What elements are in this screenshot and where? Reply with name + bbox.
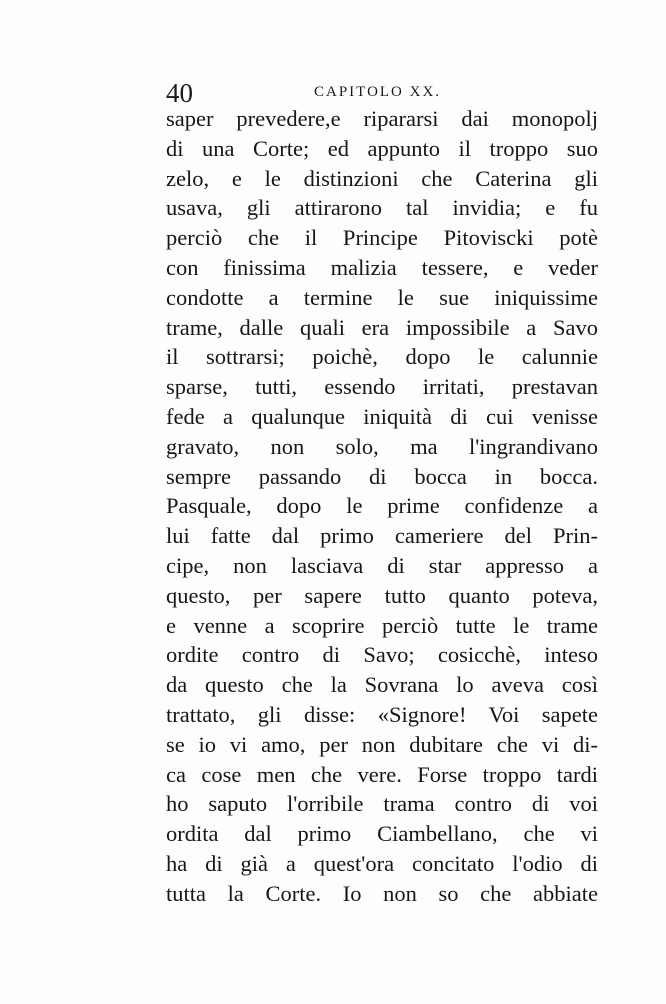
- text-line: lui fatte dal primo cameriere del Prin-: [166, 523, 598, 549]
- text-line: gravato, non solo, ma l'ingrandivano: [166, 433, 598, 459]
- text-line: se io vi amo, per non dubitare che vi di-: [166, 731, 598, 757]
- page-number: 40: [166, 78, 193, 108]
- text-line: sempre passando di bocca in bocca.: [166, 463, 598, 489]
- text-line: questo, per sapere tutto quanto poteva,: [166, 582, 598, 608]
- text-line: Pasquale, dopo le prime confidenze a: [166, 493, 598, 519]
- text-line: il sottrarsi; poichè, dopo le calunnie: [166, 344, 598, 370]
- text-line: cipe, non lasciava di star appresso a: [166, 552, 598, 578]
- text-line: con finissima malizia tessere, e veder: [166, 254, 598, 280]
- text-line: ordite contro di Savo; cosicchè, inteso: [166, 642, 598, 668]
- text-line: trattato, gli disse: «Signore! Voi sapete: [166, 701, 598, 727]
- text-line: ha di già a quest'ora concitato l'odio di: [166, 850, 598, 876]
- text-line: di una Corte; ed appunto il troppo suo: [166, 135, 598, 161]
- text-line: ho saputo l'orribile trama contro di voi: [166, 791, 598, 817]
- text-line: saper prevedere,e ripararsi dai monopolj: [166, 106, 598, 131]
- text-line: usava, gli attirarono tal invidia; e fu: [166, 195, 598, 221]
- running-head: CAPITOLO XX.: [314, 84, 442, 100]
- text-line: tutta la Corte. Io non so che abbiate: [166, 880, 598, 906]
- text-line: trame, dalle quali era impossibile a Savo: [166, 314, 598, 340]
- text-line: zelo, e le distinzioni che Caterina gli: [166, 165, 598, 191]
- text-line: sparse, tutti, essendo irritati, prestavan: [166, 374, 598, 400]
- body-text: [166, 104, 598, 909]
- text-line: ca cose men che vere. Forse troppo tardi: [166, 761, 598, 787]
- text-line: perciò che il Principe Pitoviscki potè: [166, 225, 598, 251]
- text-line: condotte a termine le sue iniquissime: [166, 284, 598, 310]
- text-line: fede a qualunque iniquità di cui venisse: [166, 403, 598, 429]
- text-line: e venne a scoprire perciò tutte le trame: [166, 612, 598, 638]
- text-line: ordita dal primo Ciambellano, che vi: [166, 821, 598, 847]
- text-line: da questo che la Sovrana lo aveva così: [166, 672, 598, 698]
